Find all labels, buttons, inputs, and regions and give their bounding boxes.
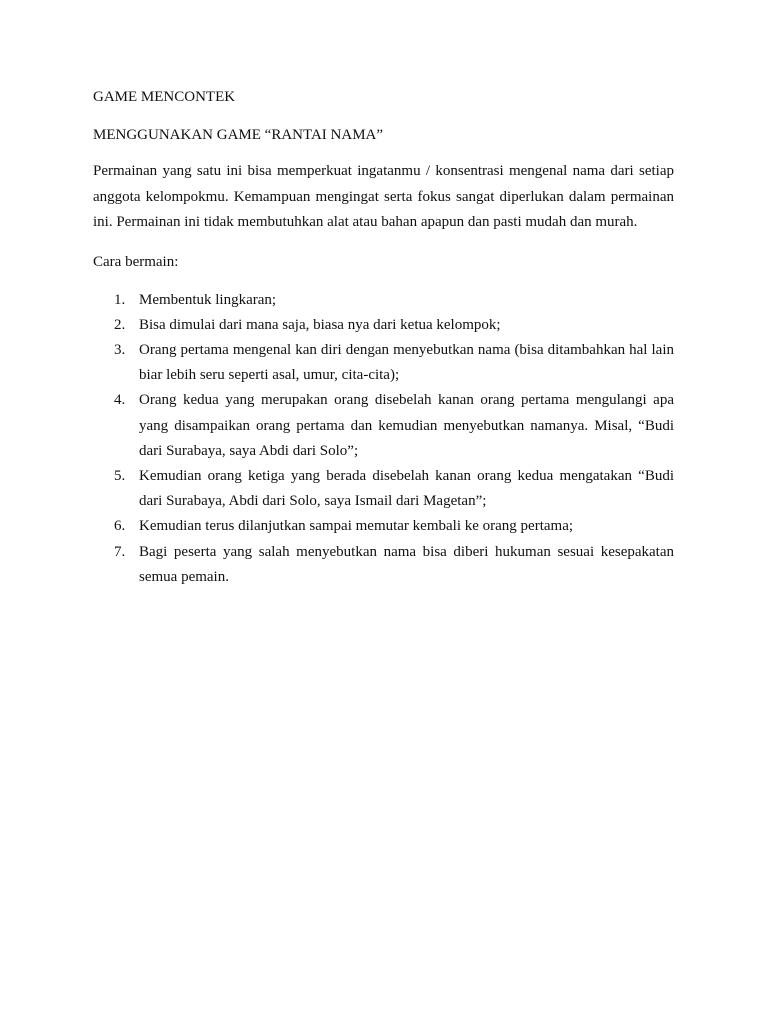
step-text: Kemudian orang ketiga yang berada disebelah kanan orang kedua mengatakan “Budi dari Surabaya, Abdi dari Solo, saya Ismail dari Magetan”; [139,467,674,510]
intro-paragraph: Permainan yang satu ini bisa memperkuat ingatanmu / konsentrasi mengenal nama dari setiap anggota kelompokmu. Kemampuan mengingat serta fokus sangat diperlukan dalam permainan ini. Permainan ini tidak membutuhkan alat atau bahan apapun dan pasti mudah dan murah. [93,163,674,230]
step-number: 7. [114,543,126,560]
step-text: Kemudian terus dilanjutkan sampai memutar kembali ke orang pertama; [139,518,574,535]
list-item [93,313,674,338]
step-number: 2. [114,316,126,333]
step-text: Orang kedua yang merupakan orang disebelah kanan orang pertama mengulangi apa yang disampaikan orang pertama dan kemudian menyebutkan namanya. Misal, “Budi dari Surabaya, saya Abdi dari Solo”; [139,392,674,459]
list-item [93,464,674,514]
howto-label: Cara bermain: [93,253,179,270]
steps-list [93,288,674,590]
list-item [93,540,674,590]
document-title: GAME MENCONTEK [93,89,236,105]
document-subtitle: MENGGUNAKAN GAME “RANTAI NAMA” [93,127,384,143]
step-number: 6. [114,518,126,535]
step-number: 1. [114,291,126,308]
step-number: 4. [114,392,126,409]
step-number: 3. [114,341,126,358]
list-item [93,338,674,388]
list-item [93,288,674,313]
step-text: Membentuk lingkaran; [139,291,277,308]
list-item [93,388,674,464]
step-text: Bagi peserta yang salah menyebutkan nama bisa diberi hukuman sesuai kesepakatan semua pemain. [139,543,674,585]
step-text: Bisa dimulai dari mana saja, biasa nya dari ketua kelompok; [139,316,501,333]
document-page [93,84,674,590]
step-text: Orang pertama mengenal kan diri dengan menyebutkan nama (bisa ditambahkan hal lain biar lebih seru seperti asal, umur, cita-cita); [139,341,674,384]
list-item [93,514,674,539]
step-number: 5. [114,467,126,484]
